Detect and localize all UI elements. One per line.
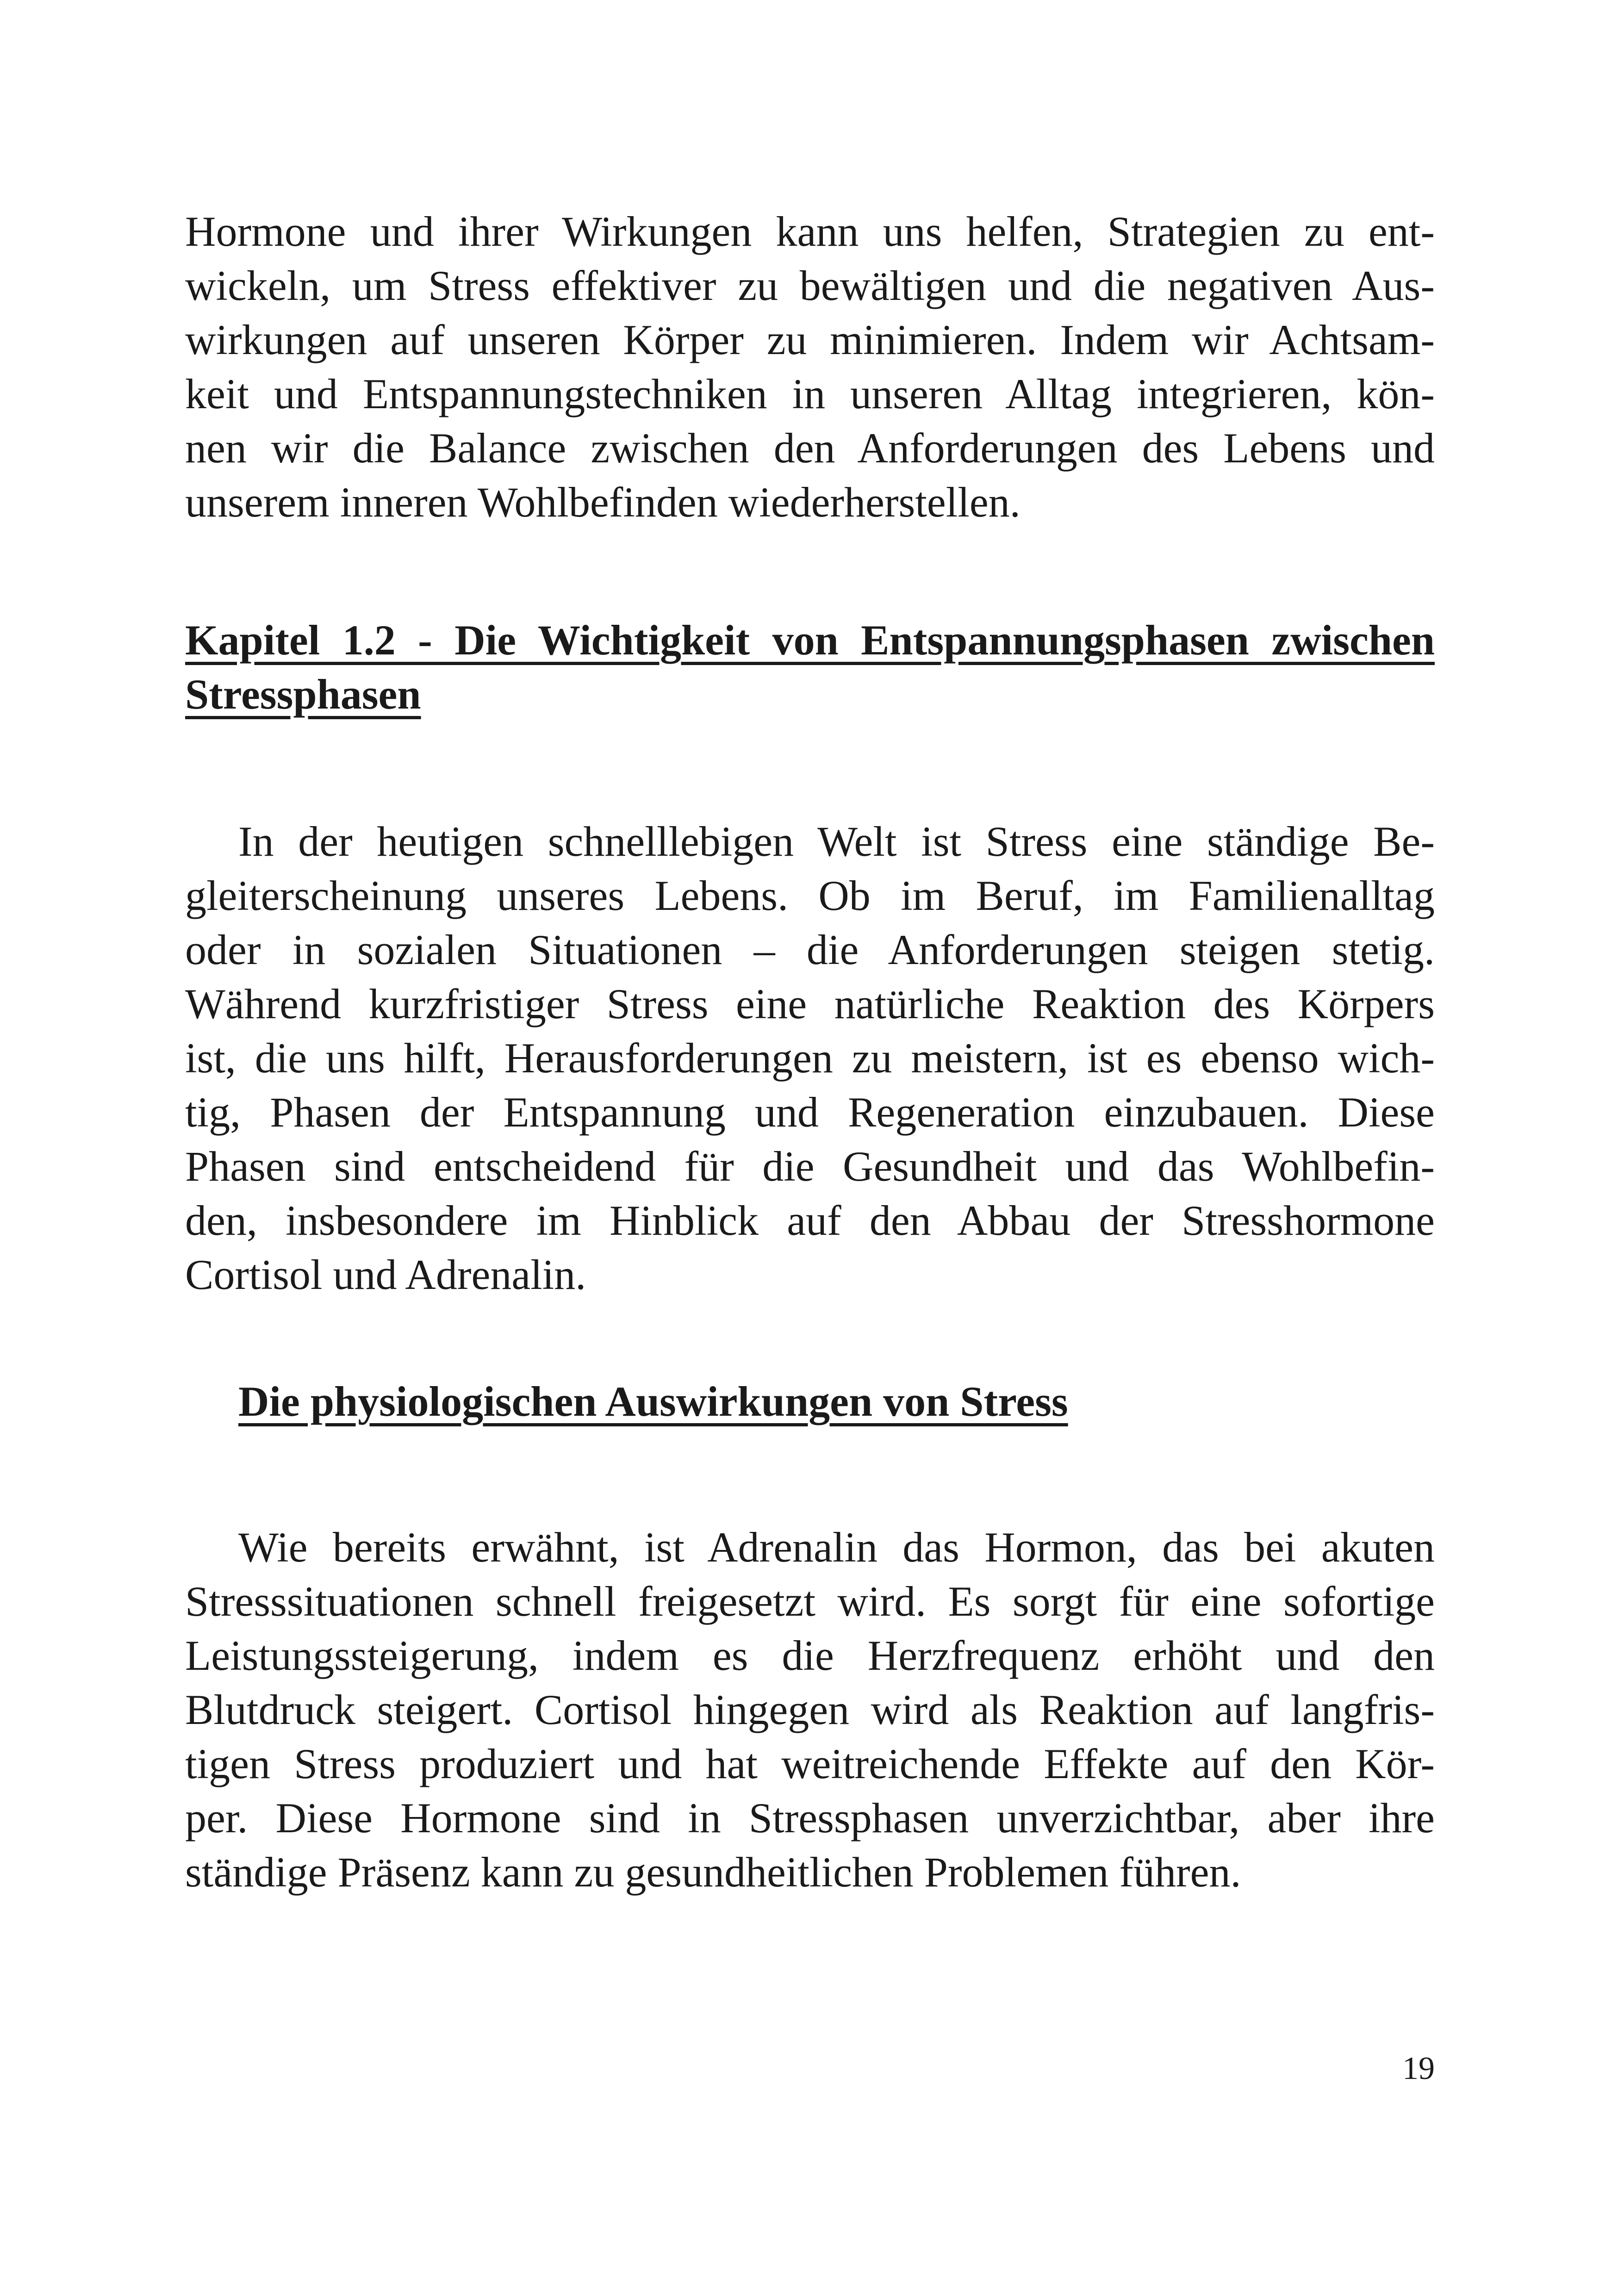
- text-line: gleiterscheinung unseres Lebens. Ob im Beruf, im Familienalltag: [185, 872, 1435, 919]
- text-line: ist, die uns hilft, Herausforderungen zu meistern, ist es ebenso wich-: [185, 1034, 1435, 1082]
- chapter-heading: [185, 613, 1435, 722]
- heading-line: Stressphasen: [185, 671, 421, 718]
- text-line: oder in sozialen Situationen – die Anforderungen steigen stetig.: [185, 926, 1435, 973]
- text-line: Leistungssteigerung, indem es die Herzfrequenz erhöht und den: [185, 1632, 1435, 1679]
- intro-paragraph: [185, 205, 1435, 529]
- text-line: Stresssituationen schnell freigesetzt wird. Es sorgt für eine sofortige: [185, 1578, 1435, 1625]
- section-heading: [185, 1375, 1435, 1429]
- heading-line: Kapitel 1.2 - Die Wichtigkeit von Entspannungsphasen zwischen: [185, 616, 1435, 664]
- text-line: ständige Präsenz kann zu gesundheitlichen Problemen führen.: [185, 1848, 1241, 1896]
- text-line: tigen Stress produziert und hat weitreichende Effekte auf den Kör-: [185, 1740, 1435, 1787]
- section-paragraph: [185, 1520, 1435, 1899]
- text-line: Cortisol und Adrenalin.: [185, 1251, 586, 1298]
- text-line: tig, Phasen der Entspannung und Regeneration einzubauen. Diese: [185, 1089, 1435, 1136]
- heading-line: Die physiologischen Auswirkungen von Stress: [238, 1378, 1068, 1425]
- text-line: wickeln, um Stress effektiver zu bewältigen und die negativen Aus-: [185, 262, 1435, 309]
- text-line: Blutdruck steigert. Cortisol hingegen wird als Reaktion auf langfris-: [185, 1686, 1435, 1733]
- text-line: Phasen sind entscheidend für die Gesundheit und das Wohlbefin-: [185, 1143, 1435, 1190]
- page-number: 19: [1402, 2051, 1435, 2086]
- text-line: unserem inneren Wohlbefinden wiederherstellen.: [185, 479, 1021, 526]
- text-line: keit und Entspannungstechniken in unseren Alltag integrieren, kön-: [185, 370, 1435, 417]
- text-line: In der heutigen schnelllebigen Welt ist Stress eine ständige Be-: [238, 818, 1435, 865]
- text-line: Wie bereits erwähnt, ist Adrenalin das Hormon, das bei akuten: [238, 1524, 1435, 1571]
- text-line: Hormone und ihrer Wirkungen kann uns helfen, Strategien zu ent-: [185, 208, 1435, 255]
- text-line: Während kurzfristiger Stress eine natürliche Reaktion des Körpers: [185, 980, 1435, 1027]
- text-line: per. Diese Hormone sind in Stressphasen unverzichtbar, aber ihre: [185, 1794, 1435, 1842]
- text-line: nen wir die Balance zwischen den Anforderungen des Lebens und: [185, 424, 1435, 472]
- chapter-paragraph: [185, 815, 1435, 1302]
- text-line: wirkungen auf unseren Körper zu minimieren. Indem wir Achtsam-: [185, 316, 1435, 363]
- text-line: den, insbesondere im Hinblick auf den Abbau der Stresshormone: [185, 1197, 1435, 1244]
